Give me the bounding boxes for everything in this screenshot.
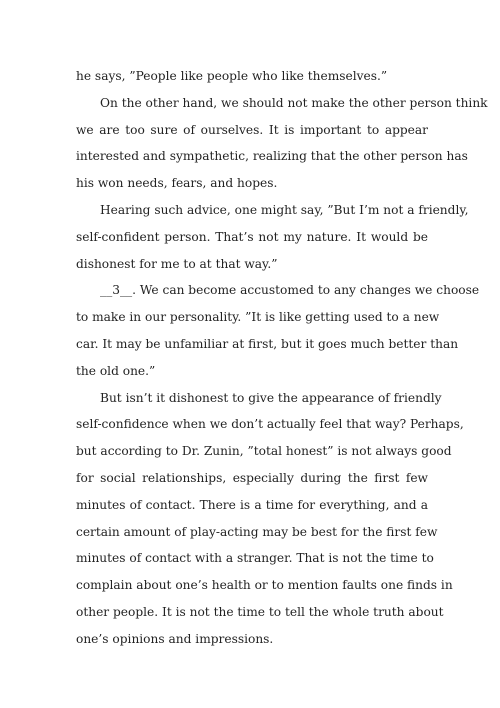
text-line: one’s opinions and impressions. <box>76 631 274 646</box>
text-line: Hearing such advice, one might say, ”But I’m not a friendly, <box>100 202 469 217</box>
text-line: But isn’t it dishonest to give the appearance of friendly <box>100 390 442 405</box>
text-line: to make in our personality. ”It is like getting used to a new <box>76 310 440 325</box>
text-line: the old one.” <box>76 363 156 378</box>
text-line: self-confidence when we don’t actually feel that way? Perhaps, <box>76 417 464 432</box>
text-line: minutes of contact. There is a time for everything, and a <box>76 497 428 512</box>
text-line: complain about one’s health or to mention faults one finds in <box>76 578 453 593</box>
text-line: his won needs, fears, and hopes. <box>76 176 278 191</box>
article-text <box>76 63 488 653</box>
text-line: for social relationships, especially during the first few <box>76 470 428 485</box>
text-line: car. It may be unfamiliar at first, but it goes much better than <box>76 336 459 351</box>
text-line: On the other hand, we should not make the other person think <box>100 95 488 110</box>
text-line: he says, ”People like people who like themselves.” <box>76 69 388 83</box>
text-line: __3__. We can become accustomed to any changes we choose <box>100 283 480 298</box>
text-line: interested and sympathetic, realizing that the other person has <box>76 149 468 164</box>
text-line: we are too sure of ourselves. It is important to appear <box>76 122 428 137</box>
text-line: other people. It is not the time to tell the whole truth about <box>76 604 444 619</box>
text-line: certain amount of play-acting may be best for the first few <box>76 524 438 539</box>
text-line: dishonest for me to at that way.” <box>76 256 278 271</box>
text-line: but according to Dr. Zunin, ”total honest” is not always good <box>76 444 452 459</box>
text-line: minutes of contact with a stranger. That is not the time to <box>76 551 434 566</box>
text-line: self-confident person. That’s not my nature. It would be <box>76 229 428 244</box>
